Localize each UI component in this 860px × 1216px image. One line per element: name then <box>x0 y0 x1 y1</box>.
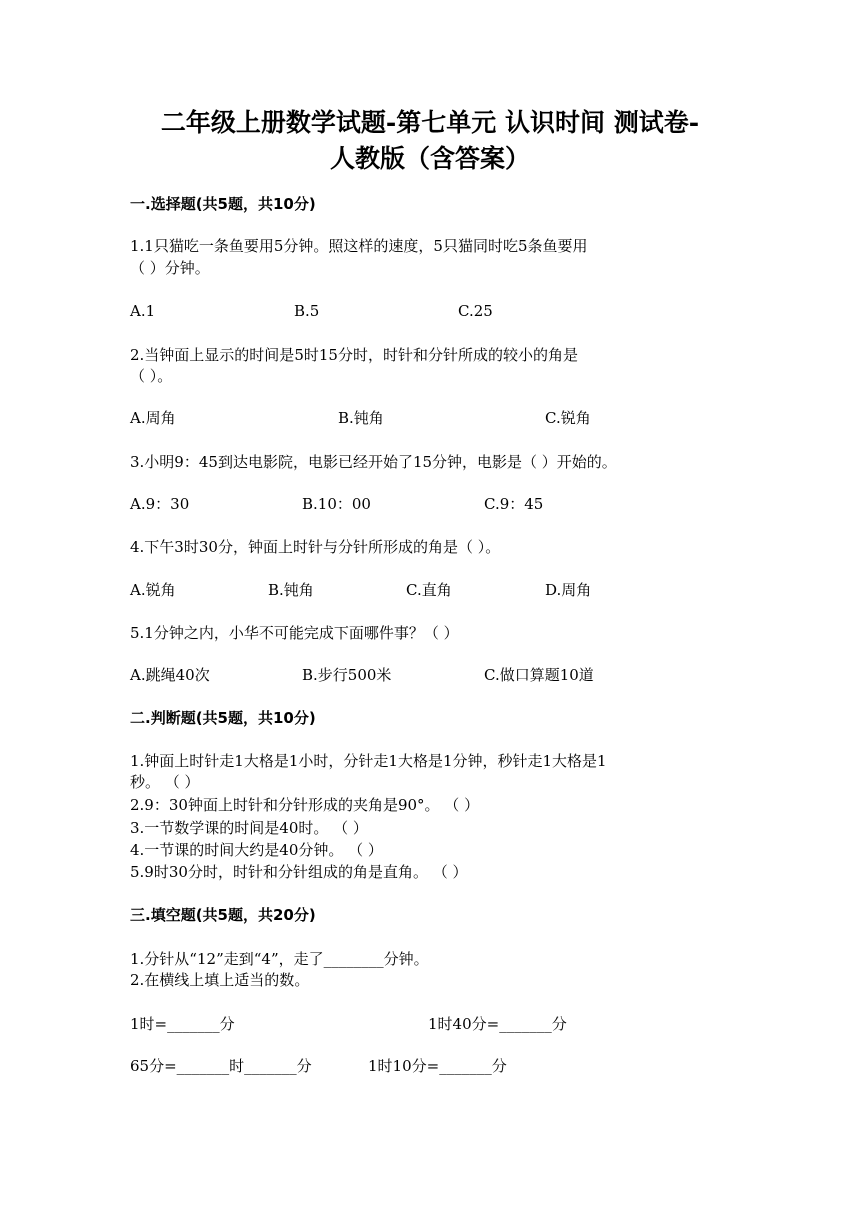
choice-q3-option-b: B.10：00 <box>302 495 371 513</box>
fill-blank-item: 1时=_______分 <box>130 1015 235 1033</box>
choice-q2-option-c: C.锐角 <box>545 409 591 427</box>
choice-q1-line1: 1.1只猫吃一条鱼要用5分钟。照这样的速度，5只猫同时吃5条鱼要用 <box>130 237 588 255</box>
fill-blank-item: 1时40分=_______分 <box>428 1015 567 1033</box>
choice-q3-option-c: C.9：45 <box>484 495 544 513</box>
fill-blank-item: 1时10分=_______分 <box>368 1057 507 1075</box>
choice-q2-line2: （ ）。 <box>130 367 173 385</box>
choice-q5-option-a: A.跳绳40次 <box>130 666 210 684</box>
choice-q4-option-a: A.锐角 <box>130 581 176 599</box>
title-line-2: 人教版（含答案） <box>329 144 530 173</box>
judgement-line: 2.9：30钟面上时针和分针形成的夹角是90°。 （ ） <box>130 796 480 814</box>
choice-q1-option-c: C.25 <box>458 302 493 320</box>
section-heading-judgement: 二.判断题(共5题，共10分) <box>130 709 316 727</box>
choice-q2-option-b: B.钝角 <box>338 409 384 427</box>
judgement-line: 4.一节课的时间大约是40分钟。 （ ） <box>130 841 383 859</box>
choice-q4-line1: 4.下午3时30分，钟面上时针与分针所形成的角是（ ）。 <box>130 538 501 556</box>
choice-q2-line1: 2.当钟面上显示的时间是5时15分时，时针和分针所成的较小的角是 <box>130 346 578 364</box>
fill-blank-item: 65分=_______时_______分 <box>130 1057 312 1075</box>
choice-q4-option-d: D.周角 <box>545 581 592 599</box>
choice-q2-option-a: A.周角 <box>130 409 176 427</box>
choice-q4-option-c: C.直角 <box>406 581 452 599</box>
choice-q1-option-b: B.5 <box>294 302 320 320</box>
choice-q5-option-c: C.做口算题10道 <box>484 666 594 684</box>
choice-q1-option-a: A.1 <box>130 302 156 320</box>
fill-q2: 2.在横线上填上适当的数。 <box>130 971 310 989</box>
judgement-line: 3.一节数学课的时间是40时。 （ ） <box>130 819 368 837</box>
choice-q1-line2: （ ）分钟。 <box>130 259 210 277</box>
judgement-line: 5.9时30分时，时针和分针组成的角是直角。 （ ） <box>130 863 468 881</box>
choice-q3-line1: 3.小明9：45到达电影院，电影已经开始了15分钟，电影是（ ）开始的。 <box>130 453 617 471</box>
fill-q1: 1.分针从“12”走到“4”，走了________分钟。 <box>130 950 429 968</box>
choice-q5-option-b: B.步行500米 <box>302 666 392 684</box>
choice-q3-option-a: A.9：30 <box>130 495 190 513</box>
choice-q4-option-b: B.钝角 <box>268 581 314 599</box>
section-heading-choice: 一.选择题(共5题，共10分) <box>130 195 316 213</box>
choice-q5-line1: 5.1分钟之内，小华不可能完成下面哪件事？（ ） <box>130 624 459 642</box>
section-heading-fill: 三.填空题(共5题，共20分) <box>130 906 316 924</box>
judgement-line: 1.钟面上时针走1大格是1小时，分针走1大格是1分钟，秒针走1大格是1 <box>130 752 607 770</box>
judgement-line: 秒。 （ ） <box>130 773 200 791</box>
title-line-1: 二年级上册数学试题-第七单元 认识时间 测试卷- <box>160 108 700 137</box>
